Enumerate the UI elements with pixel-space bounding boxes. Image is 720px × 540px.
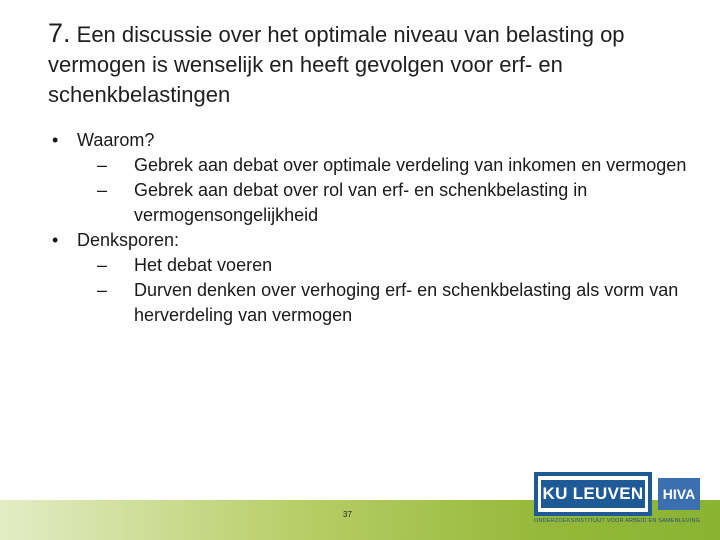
- slide-title-number: 7.: [48, 18, 71, 48]
- bullet-symbol: •: [52, 130, 59, 150]
- sub-bullet-item: [97, 153, 692, 178]
- bullet-symbol: •: [52, 230, 59, 250]
- sub-bullet-item: [97, 278, 692, 328]
- page-number: 37: [343, 510, 352, 519]
- ku-leuven-logo: [534, 472, 652, 516]
- sub-bullet-text: Gebrek aan debat over rol van erf- en schenkbelasting in vermogensongelijkheid: [134, 180, 588, 225]
- dash-symbol: –: [97, 280, 108, 300]
- sub-bullet-text: Het debat voeren: [134, 255, 273, 275]
- dash-symbol: –: [97, 180, 108, 200]
- dash-symbol: –: [97, 255, 108, 275]
- sub-bullet-item: [97, 253, 692, 278]
- sub-bullet-list: [77, 253, 692, 328]
- bullet-item: [52, 228, 692, 328]
- sub-bullet-text: Durven denken over verhoging erf- en schenkbelasting als vorm van herverdeling van vermogen: [134, 280, 679, 325]
- hiva-logo: HIVA: [658, 478, 700, 510]
- ku-leuven-hiva-logo: [534, 472, 702, 526]
- bullet-text: Denksporen:: [77, 230, 180, 250]
- ku-leuven-logo-text: KU LEUVEN: [541, 480, 645, 508]
- logo-subtitle: ONDERZOEKSINSTITUUT VOOR ARBEID EN SAMENLEVING: [534, 518, 701, 524]
- slide-title: [48, 18, 708, 110]
- sub-bullet-list: [77, 153, 692, 228]
- dash-symbol: –: [97, 155, 108, 175]
- bullet-text: Waarom?: [77, 130, 155, 150]
- bullet-list: [52, 128, 692, 328]
- slide-title-text: Een discussie over het optimale niveau van belasting op vermogen is wenselijk en heeft gevolgen voor erf- en schenkbelastingen: [48, 22, 625, 107]
- bullet-item: [52, 128, 692, 228]
- sub-bullet-item: [97, 178, 692, 228]
- ku-leuven-logo-frame: [538, 476, 648, 512]
- sub-bullet-text: Gebrek aan debat over optimale verdeling van inkomen en vermogen: [134, 155, 687, 175]
